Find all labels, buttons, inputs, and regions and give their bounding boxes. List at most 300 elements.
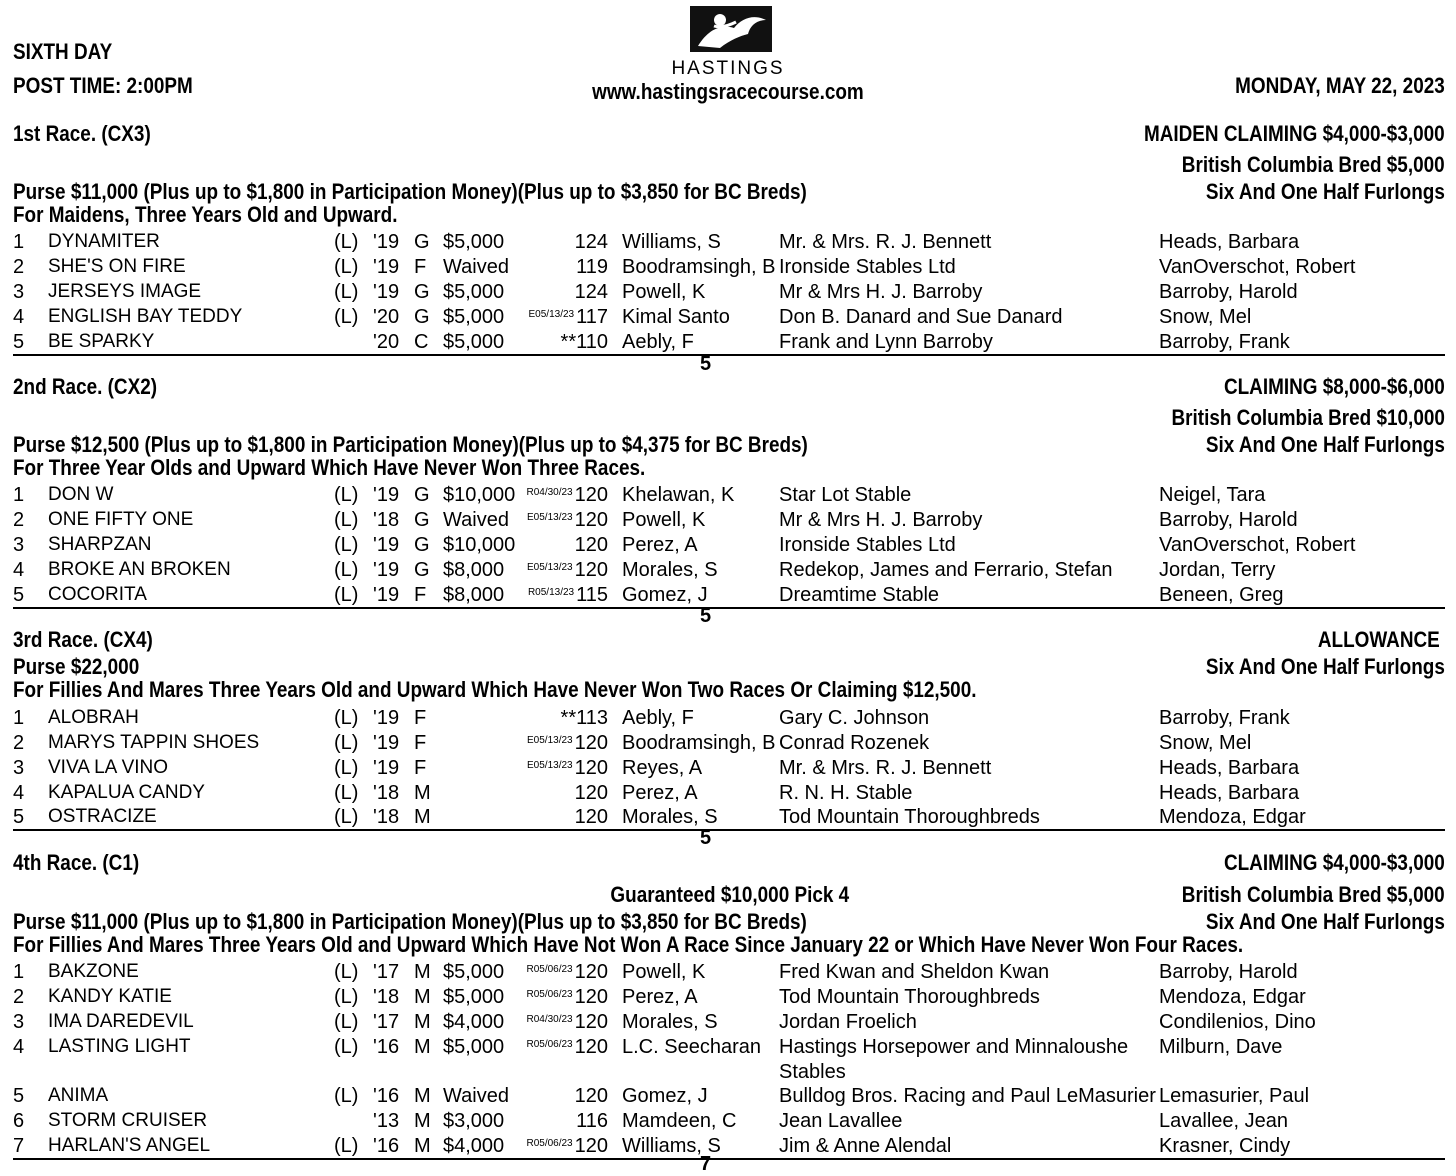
note: R05/06/23 <box>526 1138 573 1149</box>
owner: Jean Lavallee <box>779 1110 903 1132</box>
sex: C <box>414 331 429 353</box>
trainer: Snow, Mel <box>1159 732 1252 754</box>
sex: F <box>414 757 427 779</box>
owner: Mr & Mrs H. J. Barroby <box>779 509 983 531</box>
weight-cell <box>526 484 608 507</box>
entry-row <box>0 1011 1456 1035</box>
post-position: 1 <box>13 707 25 729</box>
field-count: 5 <box>700 353 712 375</box>
note: E05/13/23 <box>528 309 575 320</box>
foal-year: '16 <box>373 1085 400 1107</box>
trainer: Heads, Barbara <box>1159 782 1300 804</box>
weight-cell <box>559 707 608 730</box>
post-position: 4 <box>13 1036 25 1058</box>
jockey: Powell, K <box>622 281 706 303</box>
entry-row <box>0 281 1456 305</box>
post-position: 4 <box>13 559 25 581</box>
horse-name: COCORITA <box>48 584 147 605</box>
entry-row <box>0 231 1456 255</box>
jockey: Powell, K <box>622 961 706 983</box>
sex: M <box>414 1110 431 1132</box>
note: R04/30/23 <box>526 1014 573 1025</box>
foal-year: '19 <box>373 757 400 779</box>
claim-price: Waived <box>443 509 509 531</box>
weight-cell <box>526 1036 608 1059</box>
jockey: Morales, S <box>622 1011 718 1033</box>
race-title: 4th Race. (C1) <box>13 850 140 875</box>
foal-year: '18 <box>373 782 400 804</box>
purse: Purse $11,000 (Plus up to $1,800 in Participation Money)(Plus up to $3,850 for BC Breds) <box>13 179 807 204</box>
sex: F <box>414 256 427 278</box>
claim-price: $10,000 <box>443 534 516 556</box>
lasix: (L) <box>334 584 359 606</box>
weight: 120 <box>574 806 608 828</box>
conditions: For Fillies And Mares Three Years Old and Upward Which Have Not Won A Race Since January 22 or Which Have Never Won Four Races. <box>13 932 1244 957</box>
claim-price: $8,000 <box>443 559 505 581</box>
lasix: (L) <box>334 534 359 556</box>
sex: G <box>414 281 430 303</box>
post-position: 1 <box>13 484 25 506</box>
foal-year: '19 <box>373 256 400 278</box>
field-count: 5 <box>700 605 712 627</box>
horse-name: MARYS TAPPIN SHOES <box>48 732 260 753</box>
race-day: SIXTH DAY <box>13 39 113 64</box>
entry-row <box>0 331 1456 355</box>
trainer: Barroby, Harold <box>1159 961 1298 983</box>
sex: F <box>414 707 427 729</box>
horse-name: SHARPZAN <box>48 534 152 555</box>
weight: 120 <box>574 986 608 1008</box>
owner: Mr & Mrs H. J. Barroby <box>779 281 983 303</box>
trainer: Lemasurier, Paul <box>1159 1085 1310 1107</box>
race-type: CLAIMING $4,000-$3,000 <box>1224 850 1445 875</box>
sex: M <box>414 1085 431 1107</box>
trainer: Barroby, Harold <box>1159 281 1298 303</box>
trainer: Barroby, Frank <box>1159 331 1290 353</box>
post-position: 6 <box>13 1110 25 1132</box>
horse-name: ALOBRAH <box>48 707 139 728</box>
claim-price: $4,000 <box>443 1011 505 1033</box>
sex: M <box>414 806 431 828</box>
entry-row <box>0 732 1456 756</box>
horse-name: DYNAMITER <box>48 231 160 252</box>
hastings-logo <box>690 6 772 52</box>
entry-row <box>0 1036 1456 1084</box>
note: R05/06/23 <box>526 989 573 1000</box>
jockey: Perez, A <box>622 986 698 1008</box>
lasix: (L) <box>334 1036 359 1058</box>
jockey: Boodramsingh, B <box>622 732 776 754</box>
trainer: Barroby, Harold <box>1159 509 1298 531</box>
trainer: Mendoza, Edgar <box>1159 986 1306 1008</box>
entry-row <box>0 559 1456 583</box>
sex: M <box>414 1011 431 1033</box>
owner: Mr. & Mrs. R. J. Bennett <box>779 231 992 253</box>
jockey: Perez, A <box>622 534 698 556</box>
trainer: Jordan, Terry <box>1159 559 1276 581</box>
note: R05/06/23 <box>526 964 573 975</box>
foal-year: '17 <box>373 1011 400 1033</box>
pick-4-guarantee: Guaranteed $10,000 Pick 4 <box>610 882 850 907</box>
purse: Purse $12,500 (Plus up to $1,800 in Participation Money)(Plus up to $4,375 for BC Breds) <box>13 432 808 457</box>
race-date: MONDAY, MAY 22, 2023 <box>1235 73 1445 98</box>
owner: Mr. & Mrs. R. J. Bennett <box>779 757 992 779</box>
weight: 120 <box>574 1011 608 1033</box>
lasix: (L) <box>334 231 359 253</box>
trainer: Neigel, Tara <box>1159 484 1266 506</box>
horse-name: ENGLISH BAY TEDDY <box>48 306 243 327</box>
weight-cell <box>526 961 608 984</box>
conditions: For Maidens, Three Years Old and Upward. <box>13 202 398 227</box>
post-position: 5 <box>13 331 25 353</box>
divider <box>13 354 1445 356</box>
weight-cell <box>573 281 608 304</box>
lasix: (L) <box>334 986 359 1008</box>
lasix: (L) <box>334 306 359 328</box>
entry-row <box>0 986 1456 1010</box>
trainer: Lavallee, Jean <box>1159 1110 1288 1132</box>
post-position: 3 <box>13 757 25 779</box>
trainer: Mendoza, Edgar <box>1159 806 1306 828</box>
post-position: 2 <box>13 256 25 278</box>
jockey: Khelawan, K <box>622 484 735 506</box>
weight: 124 <box>574 231 608 253</box>
owner: Conrad Rozenek <box>779 732 930 754</box>
jockey: Aebly, F <box>622 331 694 353</box>
post-position: 1 <box>13 961 25 983</box>
note: E05/13/23 <box>527 760 573 771</box>
claim-price: $8,000 <box>443 584 505 606</box>
lasix: (L) <box>334 281 359 303</box>
claim-price: $10,000 <box>443 484 516 506</box>
weight-cell <box>526 1011 608 1034</box>
trainer: VanOverschot, Robert <box>1159 534 1356 556</box>
foal-year: '18 <box>373 806 400 828</box>
divider <box>13 1158 1445 1160</box>
claim-price: $5,000 <box>443 961 505 983</box>
weight-cell <box>573 782 608 805</box>
jockey: Gomez, J <box>622 584 708 606</box>
horse-name: ONE FIFTY ONE <box>48 509 194 530</box>
weight-cell <box>527 732 608 755</box>
weight-cell <box>526 986 608 1009</box>
weight-cell <box>526 1135 608 1158</box>
horse-name: ANIMA <box>48 1085 109 1106</box>
claim-price: $5,000 <box>443 1036 505 1058</box>
jockey: Morales, S <box>622 559 718 581</box>
note: E05/13/23 <box>527 735 573 746</box>
post-position: 5 <box>13 584 25 606</box>
jockey: Mamdeen, C <box>622 1110 737 1132</box>
entry-row <box>0 961 1456 985</box>
post-time: POST TIME: 2:00PM <box>13 73 193 98</box>
claim-price: $5,000 <box>443 231 505 253</box>
distance: Six And One Half Furlongs <box>1206 432 1445 457</box>
conditions: For Three Year Olds and Upward Which Have Never Won Three Races. <box>13 455 646 480</box>
race-type: CLAIMING $8,000-$6,000 <box>1224 374 1445 399</box>
lasix: (L) <box>334 1135 359 1157</box>
weight: 120 <box>574 559 608 581</box>
distance: Six And One Half Furlongs <box>1206 909 1445 934</box>
owner: Ironside Stables Ltd <box>779 256 956 278</box>
race-type: MAIDEN CLAIMING $4,000-$3,000 <box>1144 121 1445 146</box>
jockey: Powell, K <box>622 509 706 531</box>
sex: G <box>414 231 430 253</box>
entry-row <box>0 484 1456 508</box>
entry-row <box>0 534 1456 558</box>
owner: R. N. H. Stable <box>779 782 913 804</box>
foal-year: '16 <box>373 1135 400 1157</box>
weight: 117 <box>576 306 608 328</box>
claim-price: Waived <box>443 256 509 278</box>
post-position: 3 <box>13 534 25 556</box>
entry-row <box>0 707 1456 731</box>
jockey: Williams, S <box>622 1135 721 1157</box>
lasix: (L) <box>334 806 359 828</box>
horse-name: HARLAN'S ANGEL <box>48 1135 211 1156</box>
weight: 120 <box>574 757 608 779</box>
note: R05/13/23 <box>527 587 575 598</box>
bc-bred-bonus: British Columbia Bred $5,000 <box>1182 882 1445 907</box>
post-position: 4 <box>13 782 25 804</box>
divider <box>13 829 1445 831</box>
lasix: (L) <box>334 707 359 729</box>
claim-price: Waived <box>443 1085 509 1107</box>
post-position: 2 <box>13 986 25 1008</box>
owner: Hastings Horsepower and Minnaloushe <box>779 1036 1129 1058</box>
horse-name: JERSEYS IMAGE <box>48 281 202 302</box>
weight-cell <box>573 1085 608 1108</box>
weight: 120 <box>574 484 608 506</box>
sex: F <box>414 732 427 754</box>
weight-cell <box>527 559 608 582</box>
claim-price: $3,000 <box>443 1110 505 1132</box>
race-type: ALLOWANCE <box>1318 627 1440 652</box>
race-title: 3rd Race. (CX4) <box>13 627 153 652</box>
weight: 120 <box>574 1135 608 1157</box>
weight: 115 <box>576 584 608 606</box>
horse-name: IMA DAREDEVIL <box>48 1011 194 1032</box>
post-position: 3 <box>13 281 25 303</box>
owner: Ironside Stables Ltd <box>779 534 956 556</box>
sex: M <box>414 986 431 1008</box>
foal-year: '16 <box>373 1036 400 1058</box>
entry-row <box>0 1085 1456 1109</box>
claim-price: $5,000 <box>443 986 505 1008</box>
weight: **110 <box>560 331 608 353</box>
post-position: 7 <box>13 1135 25 1157</box>
weight: 120 <box>574 782 608 804</box>
horse-name: BAKZONE <box>48 961 139 982</box>
foal-year: '19 <box>373 584 400 606</box>
lasix: (L) <box>334 509 359 531</box>
sex: G <box>414 306 430 328</box>
bc-bred-bonus: British Columbia Bred $10,000 <box>1171 405 1445 430</box>
claim-price: $4,000 <box>443 1135 505 1157</box>
note: R04/30/23 <box>526 487 573 498</box>
field-count: 7 <box>700 1153 712 1175</box>
entry-row <box>0 306 1456 330</box>
owner: Don B. Danard and Sue Danard <box>779 306 1063 328</box>
trainer: Heads, Barbara <box>1159 231 1300 253</box>
weight-cell <box>574 256 608 279</box>
purse: Purse $22,000 <box>13 654 140 679</box>
note: R05/06/23 <box>526 1039 573 1050</box>
weight: 120 <box>574 1036 608 1058</box>
trainer: Beneen, Greg <box>1159 584 1284 606</box>
weight-cell <box>527 757 608 780</box>
horse-name: DON W <box>48 484 114 505</box>
foal-year: '19 <box>373 732 400 754</box>
trainer: Krasner, Cindy <box>1159 1135 1291 1157</box>
weight-cell <box>559 331 608 354</box>
horse-name: LASTING LIGHT <box>48 1036 191 1057</box>
entry-row <box>0 584 1456 608</box>
post-position: 3 <box>13 1011 25 1033</box>
weight-cell <box>527 509 608 532</box>
jockey: Morales, S <box>622 806 718 828</box>
weight-cell <box>573 806 608 829</box>
sex: G <box>414 484 430 506</box>
foal-year: '19 <box>373 534 400 556</box>
owner-continued: Stables <box>779 1061 846 1083</box>
weight-cell <box>529 306 609 329</box>
lasix: (L) <box>334 484 359 506</box>
lasix: (L) <box>334 782 359 804</box>
foal-year: '19 <box>373 484 400 506</box>
entry-row <box>0 782 1456 806</box>
trainer: Milburn, Dave <box>1159 1036 1283 1058</box>
weight: 116 <box>576 1110 608 1132</box>
owner: Gary C. Johnson <box>779 707 930 729</box>
foal-year: '18 <box>373 986 400 1008</box>
race-title: 1st Race. (CX3) <box>13 121 151 146</box>
jockey: Kimal Santo <box>622 306 730 328</box>
sex: M <box>414 1135 431 1157</box>
race-title: 2nd Race. (CX2) <box>13 374 158 399</box>
trainer: Condilenios, Dino <box>1159 1011 1316 1033</box>
entry-row <box>0 256 1456 280</box>
owner: Jordan Froelich <box>779 1011 917 1033</box>
trainer: Snow, Mel <box>1159 306 1252 328</box>
lasix: (L) <box>334 1011 359 1033</box>
horse-name: STORM CRUISER <box>48 1110 208 1131</box>
sex: G <box>414 534 430 556</box>
foal-year: '19 <box>373 559 400 581</box>
owner: Bulldog Bros. Racing and Paul LeMasurier <box>779 1085 1156 1107</box>
owner: Redekop, James and Ferrario, Stefan <box>779 559 1113 581</box>
owner: Star Lot Stable <box>779 484 912 506</box>
sex: G <box>414 559 430 581</box>
weight: 120 <box>574 534 608 556</box>
foal-year: '13 <box>373 1110 400 1132</box>
horse-name: VIVA LA VINO <box>48 757 169 778</box>
weight-cell <box>528 584 608 607</box>
weight-cell <box>573 534 608 557</box>
website-link[interactable]: www.hastingsracecourse.com <box>592 79 864 104</box>
sex: M <box>414 961 431 983</box>
bc-bred-bonus: British Columbia Bred $5,000 <box>1182 152 1445 177</box>
entry-row <box>0 1135 1456 1159</box>
sex: M <box>414 782 431 804</box>
horse-name: KANDY KATIE <box>48 986 172 1007</box>
jockey: L.C. Seecharan <box>622 1036 761 1058</box>
post-position: 4 <box>13 306 25 328</box>
jockey: Reyes, A <box>622 757 703 779</box>
post-position: 5 <box>13 806 25 828</box>
claim-price: $5,000 <box>443 306 505 328</box>
trainer: Barroby, Frank <box>1159 707 1290 729</box>
lasix: (L) <box>334 732 359 754</box>
entry-row <box>0 757 1456 781</box>
owner: Fred Kwan and Sheldon Kwan <box>779 961 1050 983</box>
lasix: (L) <box>334 757 359 779</box>
weight: 119 <box>576 256 608 278</box>
owner: Jim & Anne Alendal <box>779 1135 952 1157</box>
foal-year: '20 <box>373 306 400 328</box>
foal-year: '19 <box>373 707 400 729</box>
foal-year: '19 <box>373 281 400 303</box>
purse: Purse $11,000 (Plus up to $1,800 in Participation Money)(Plus up to $3,850 for BC Breds) <box>13 909 807 934</box>
jockey: Perez, A <box>622 782 698 804</box>
note: E05/13/23 <box>527 562 573 573</box>
sex: G <box>414 509 430 531</box>
jockey: Williams, S <box>622 231 721 253</box>
post-position: 2 <box>13 509 25 531</box>
lasix: (L) <box>334 1085 359 1107</box>
foal-year: '20 <box>373 331 400 353</box>
owner: Tod Mountain Thoroughbreds <box>779 806 1040 828</box>
post-position: 1 <box>13 231 25 253</box>
post-position: 2 <box>13 732 25 754</box>
weight: 124 <box>574 281 608 303</box>
sex: M <box>414 1036 431 1058</box>
track-name: HASTINGS <box>671 58 785 79</box>
owner: Tod Mountain Thoroughbreds <box>779 986 1040 1008</box>
weight: 120 <box>574 1085 608 1107</box>
distance: Six And One Half Furlongs <box>1206 179 1445 204</box>
field-count: 5 <box>700 827 712 849</box>
note: E05/13/23 <box>527 512 573 523</box>
entry-row <box>0 509 1456 533</box>
claim-price: $5,000 <box>443 281 505 303</box>
lasix: (L) <box>334 559 359 581</box>
foal-year: '19 <box>373 231 400 253</box>
horse-name: SHE'S ON FIRE <box>48 256 186 277</box>
jockey: Boodramsingh, B <box>622 256 776 278</box>
weight: **113 <box>560 707 608 729</box>
foal-year: '17 <box>373 961 400 983</box>
horse-name: BROKE AN BROKEN <box>48 559 231 580</box>
jockey: Aebly, F <box>622 707 694 729</box>
distance: Six And One Half Furlongs <box>1206 654 1445 679</box>
trainer: VanOverschot, Robert <box>1159 256 1356 278</box>
owner: Dreamtime Stable <box>779 584 940 606</box>
weight: 120 <box>574 732 608 754</box>
horse-name: KAPALUA CANDY <box>48 782 205 803</box>
weight: 120 <box>574 509 608 531</box>
horse-name: OSTRACIZE <box>48 806 157 827</box>
foal-year: '18 <box>373 509 400 531</box>
weight-cell <box>574 1110 608 1133</box>
post-position: 5 <box>13 1085 25 1107</box>
conditions: For Fillies And Mares Three Years Old and Upward Which Have Never Won Two Races Or Claiming $12,500. <box>13 677 977 702</box>
weight-cell <box>573 231 608 254</box>
sex: F <box>414 584 427 606</box>
horse-name: BE SPARKY <box>48 331 155 352</box>
owner: Frank and Lynn Barroby <box>779 331 993 353</box>
entry-row <box>0 1110 1456 1134</box>
